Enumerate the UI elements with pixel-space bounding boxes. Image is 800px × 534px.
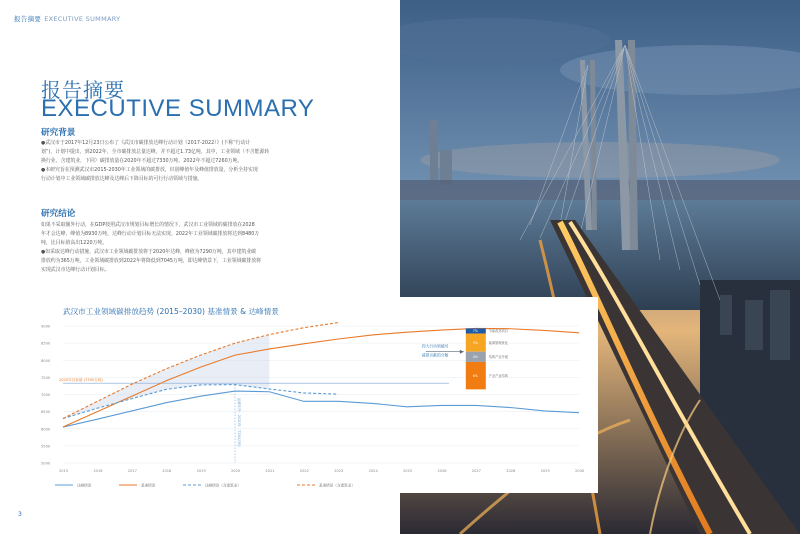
x-tick-label: 2024: [368, 469, 378, 473]
x-tick-label: 2016: [93, 469, 103, 473]
page-title-zh: 报告摘要: [41, 78, 125, 102]
x-tick-label: 2025: [403, 469, 413, 473]
x-tick-label: 2030: [575, 469, 585, 473]
section-body-background: [41, 139, 311, 184]
stack-segment-label: 6%: [472, 373, 478, 378]
paragraph-line: ●本研究旨在预测武汉市2015-2030年工业领域的碳排放，识别峰值年及峰值排放量，分析全持实现: [41, 167, 258, 173]
x-tick-label: 2023: [334, 469, 344, 473]
y-tick-label: 5500: [41, 444, 51, 449]
section-body-conclusion: [41, 221, 311, 275]
running-header-en: EXECUTIVE SUMMARY: [44, 15, 121, 23]
decomposition-label-2: 减排贡献的分解: [421, 352, 449, 358]
y-tick-label: 8500: [41, 341, 51, 346]
x-tick-label: 2020: [231, 469, 241, 473]
section-heading-conclusion: 研究结论: [41, 209, 76, 219]
decomposition-arrowhead: [460, 350, 464, 354]
y-tick-label: 6500: [41, 410, 51, 415]
running-header: [14, 14, 120, 23]
y-tick-label: 7500: [41, 375, 51, 380]
legend-entry: 达峰情景（含建筑业）: [205, 483, 241, 488]
peak-year-label: 达峰年份：2020年（7290万吨）: [237, 397, 241, 450]
stack-segment-label: 3%: [472, 340, 478, 345]
paragraph-line: 如果不采取额外行动，在GDP按照武汉市规划目标增长的情况下，武汉市工业领域的碳排放在2028: [41, 222, 255, 228]
x-tick-label: 2022: [299, 469, 309, 473]
paragraph-line: 换行业，含建筑业，下同）碳排放量在2020年不超过7330万吨、2022年不超过7260万吨。: [41, 158, 243, 164]
x-tick-label: 2026: [437, 469, 447, 473]
paragraph-line: 行动计划中工业领域碳排放达峰及达峰后下降目标的可行行动领域与措施。: [41, 176, 203, 182]
x-tick-label: 2029: [540, 469, 550, 473]
running-header-zh: 报告摘要: [14, 15, 42, 23]
x-tick-label: 2019: [196, 469, 206, 473]
paragraph-line: 吨，比目标值高出1220万吨。: [41, 240, 108, 246]
decomposition-label-1: 四大行动领域对: [421, 343, 449, 349]
stack-category-label: 产业产业结构: [488, 373, 508, 378]
stack-category-label: 能源管理优化: [488, 340, 508, 345]
paragraph-line: 排放约为365万吨，工业领域碳排放到2022年将降低到7045万吨，即达峰情景下，工业领域碳排放将: [41, 258, 262, 264]
paragraph-line: ●如采取达峰行动措施，武汉市工业领域碳排放将于2020年达峰，峰值为7290万吨，其中建筑业碳: [41, 249, 257, 255]
paragraph-line: 年才会达峰，峰值为8930万吨，达峰行动计划目标无法实现。2022年工业领域碳排放将达到8480万: [41, 231, 260, 237]
stack-segment-label: 7%: [472, 329, 478, 334]
y-tick-label: 7000: [41, 393, 51, 397]
paragraph-line: ●武汉市于2017年12月23日公布了《武汉市碳排放达峰行动计划（2017-2022）》(下称“行动计: [41, 140, 251, 146]
page-title-en: EXECUTIVE SUMMARY: [41, 95, 315, 122]
y-tick-label: 5000: [41, 461, 51, 466]
paragraph-line: 实现武汉市达峰行动计划目标。: [41, 267, 110, 273]
stack-segment-label: 4%: [472, 355, 478, 360]
x-tick-label: 2027: [471, 469, 481, 473]
stack-category-label: 节能改造项目: [488, 329, 508, 334]
paragraph-line: 划”)，计划中提出，到2022年，全市碳排放总量达峰，并不超过1.73亿吨，其中，工业领域（不含能源转: [41, 149, 270, 155]
y-tick-label: 6000: [41, 427, 51, 432]
section-heading-background: 研究背景: [41, 128, 76, 138]
chart-title: 武汉市工业领域碳排放趋势 (2015–2030) 基准情景 & 达峰情景: [63, 307, 279, 316]
target-line-label: 2020年目标值 (7330万吨): [59, 378, 103, 383]
page-number: 3: [18, 511, 22, 518]
legend-entry: 达峰情景: [77, 483, 92, 488]
stack-category-label: 结构产业升级: [488, 355, 508, 360]
x-tick-label: 2021: [265, 469, 275, 473]
x-tick-label: 2017: [127, 469, 137, 473]
emission-trend-chart: [27, 318, 598, 493]
legend-entry: 基准情景（含建筑业）: [319, 483, 355, 488]
y-tick-label: 8000: [41, 358, 51, 363]
y-tick-label: 9000: [41, 324, 51, 329]
x-tick-label: 2015: [59, 469, 69, 473]
x-tick-label: 2018: [162, 469, 172, 473]
legend-entry: 基准情景: [141, 483, 156, 488]
x-tick-label: 2028: [506, 469, 516, 473]
